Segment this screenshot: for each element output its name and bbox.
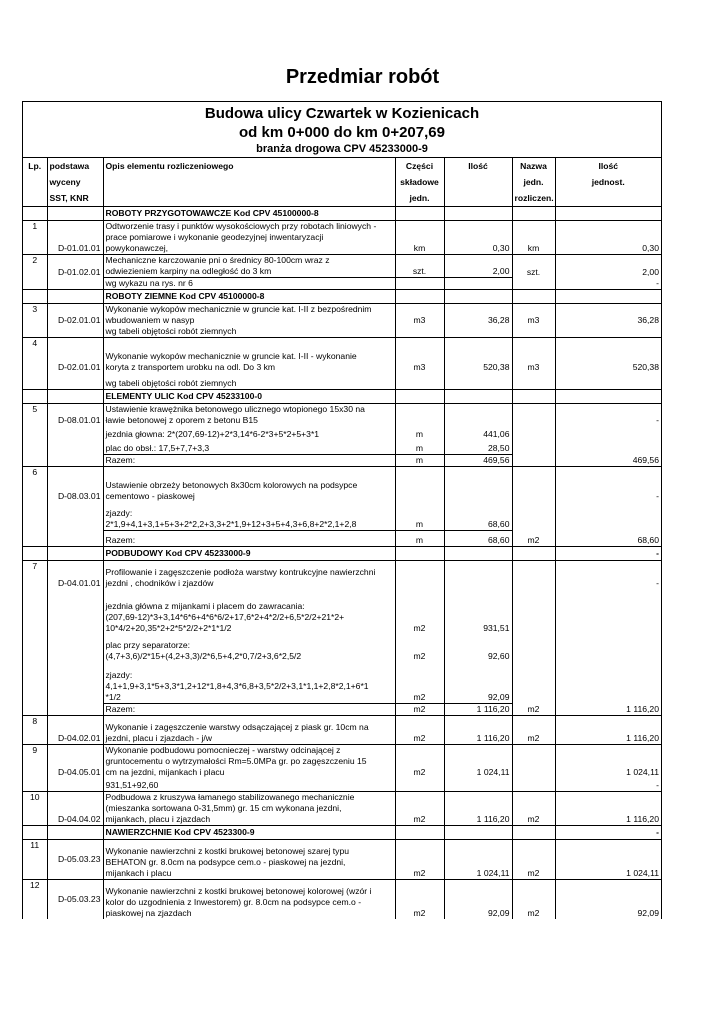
quantities-table — [23, 158, 661, 919]
table-row-sum: Razem: m 68,60 m2 68,60 — [23, 531, 661, 547]
bill-of-quantities — [22, 101, 662, 919]
col-lp: Lp. — [23, 158, 47, 207]
table-row: 7 D-04.01.01 Profilowanie i zagęszczenie podłoża warstwy kontrukcyjne nawierzchni jezdni , chodników i zjazdów - — [23, 561, 661, 590]
table-row-sub: jezdnia głowna: 2*(207,69-12)+2*3,14*6-2*3+5*2+5+3*1 m 441,06 — [23, 426, 661, 440]
section-header: ELEMENTY ULIC Kod CPV 45233100-0 — [23, 390, 661, 404]
table-row: 3 D-02.01.01 Wykonanie wykopów mechanicznie w gruncie kat. I-II z bezpośrednim wbudowaniem w nasyp m3 36,28 m3 36,28 — [23, 304, 661, 327]
section-header: ROBOTY ZIEMNE Kod CPV 45100000-8 — [23, 290, 661, 304]
project-header — [23, 102, 661, 158]
table-row-note: 931,51+92,60 - — [23, 778, 661, 792]
col-unit-qty: Ilość jednost. — [555, 158, 661, 207]
page-title: Przedmiar robót — [285, 66, 440, 88]
table-row-note: wg tabeli objętości robót ziemnych — [23, 373, 661, 390]
table-row-sum: Razem: m 469,56 469,56 — [23, 455, 661, 467]
table-row-sub: zjazdy: 2*1,9+4,1+3,1+5+3+2*2,2+3,3+2*1,9+12+3+5+4,3+6,8+2*2,1+2,8 m 68,60 — [23, 502, 661, 531]
column-headers — [23, 158, 661, 207]
section-header: NAWIERZCHNIE Kod CPV 4523300-9 - — [23, 826, 661, 840]
section-header: ROBOTY PRZYGOTOWAWCZE Kod CPV 45100000-8 — [23, 207, 661, 221]
table-row: 1 D-01.01.01 Odtworzenie trasy i punktów wysokościowych przy robotach liniowych - prace pomiarowe i wykonanie geodezyjnej inwentaryzacji powykonawczej, km 0,30 km 0,30 — [23, 221, 661, 255]
table-row: 11 D-05.03.23 Wykonanie nawierzchni z kostki brukowej betonowej szarej typu BEHATON gr. 8.0cm na podsypce cem.o - piaskowej na jezdni, mijankach i placu m2 1 024,11 m2 1 024,11 — [23, 840, 661, 880]
table-row-sub: plac do obsł.: 17,5+7,7+3,3 m 28,50 — [23, 440, 661, 455]
table-row: 4 D-02.01.01 Wykonanie wykopów mechanicznie w gruncie kat. I-II - wykonanie koryta z transportem urobku na odl. Do 3 km m3 520,38 m3 520,38 — [23, 338, 661, 374]
col-quantity: Ilość — [444, 158, 512, 207]
col-unit-name: Nazwa jedn. rozliczen. — [512, 158, 555, 207]
col-basis: podstawa wyceny SST, KNR — [47, 158, 103, 207]
table-row-sub: jezdnia główna z mijankami i placem do zawracania: (207,69-12)*3+3,14*6*6+4*6*6/2+17,6*2+4*2/2+6,5*2/2+21*2+ 10*4/2+20,35*2+2*5*2/2+2*1*1/2 m2 931,51 — [23, 589, 661, 634]
table-row: 5 D-08.01.01 Ustawienie krawężnika betonowego ulicznego wtopionego 15x30 na ławie betonowej z oporem z betonu B15 - — [23, 404, 661, 427]
table-row: 8 D-04.02.01 Wykonanie i zagęszczenie warstwy odsączającej z piask gr. 10cm na jezdni, placu i zjazdach - j/w m2 1 116,20 m2 1 116,20 — [23, 716, 661, 745]
table-row-note: wg tabeli objętości robót ziemnych — [23, 326, 661, 338]
col-description: Opis elementu rozliczeniowego — [103, 158, 395, 207]
table-row: 10 D-04.04.02 Podbudowa z kruszywa łamanego stabilizowanego mechanicznie (mieszanka sortowana 0-31,5mm) gr. 15 cm wykonana jezdni, mijankach, placu i zjazdach m2 1 116,20 m2 1 116,20 — [23, 792, 661, 826]
table-row-sub: zjazdy: 4,1+1,9+3,1*5+3,3*1,2+12*1,8+4,3*6,8+3,5*2/2+3,1*1,1+2,8*2,1+6*1 *1/2 m2 92,09 — [23, 662, 661, 704]
table-row: 2 D-01.02.01 Mechaniczne karczowanie pni o średnicy 80-100cm wraz z odwiezieniem karpiny na odległość do 3 km szt. 2,00 szt. 2,00 — [23, 255, 661, 278]
table-row-sum: Razem: m2 1 116,20 m2 1 116,20 — [23, 704, 661, 716]
table-row-note: wg wykazu na rys. nr 6 - — [23, 278, 661, 290]
table-row: 6 D-08.03.01 Ustawienie obrzeży betonowych 8x30cm kolorowych na podsypce cementowo - piaskowej - — [23, 467, 661, 503]
section-header: PODBUDOWY Kod CPV 45233000-9 - — [23, 547, 661, 561]
table-row: 12 D-05.03.23 Wykonanie nawierzchni z kostki brukowej betonowej kolorowej (wzór i kolor do uzgodnienia z Inwestorem) gr. 8.0cm na podsypce cem.o - piaskowej na zjazdach m2 92,09 m2 92,09 — [23, 880, 661, 920]
table-row: 9 D-04.05.01 Wykonanie podbudowu pomocnieczej - warstwy odcinającej z gruntocementu o wytrzymałości Rm=5.0MPa gr. po zagęszczeniu 15 cm na jezdni, mijankach i placu m2 1 024,11 1 024,11 — [23, 745, 661, 779]
col-parts: Części składowe jedn. — [395, 158, 444, 207]
project-range: od km 0+000 do km 0+207,69 — [239, 124, 445, 141]
project-name: Budowa ulicy Czwartek w Kozienicach — [204, 105, 480, 122]
project-branch: branża drogowa CPV 45233000-9 — [256, 143, 428, 155]
table-row-sub: plac przy separatorze: (4,7+3,6)/2*15+(4,2+3,3)/2*6,5+4,2*0,7/2+3,6*2,5/2 m2 92,60 — [23, 634, 661, 662]
